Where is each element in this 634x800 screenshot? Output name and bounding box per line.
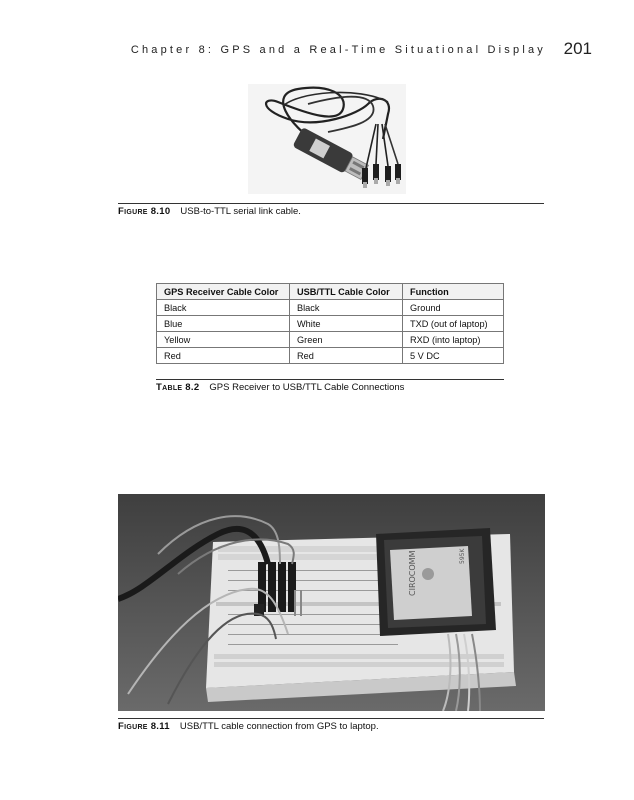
table-row — [157, 300, 504, 316]
page-number: 201 — [563, 39, 592, 58]
table-cell: 5 V DC — [403, 348, 504, 364]
table-cell: Red — [290, 348, 403, 364]
table-cell: Black — [157, 300, 290, 316]
table-row — [157, 316, 504, 332]
table-cell: White — [290, 316, 403, 332]
figure-8-11-caption — [118, 721, 379, 732]
column-header: USB/TTL Cable Color — [290, 284, 403, 300]
figure-caption-text: USB/TTL cable connection from GPS to laptop. — [179, 721, 379, 732]
table-rule — [156, 379, 504, 380]
figure-8-10-caption — [118, 206, 301, 217]
gps-module-brand: CIROCOMM — [408, 550, 417, 596]
breadboard-gps-photo — [118, 494, 545, 711]
table-cell: Red — [157, 348, 290, 364]
breadboard-illustration — [118, 494, 545, 711]
usb-cable-illustration — [248, 84, 406, 194]
figure-rule — [118, 718, 544, 719]
table-caption-text: GPS Receiver to USB/TTL Cable Connections — [209, 382, 405, 393]
table-cell: Yellow — [157, 332, 290, 348]
table-cell: Ground — [403, 300, 504, 316]
table-cell: TXD (out of laptop) — [403, 316, 504, 332]
figure-rule — [118, 203, 544, 204]
table-header-row — [157, 284, 504, 300]
chapter-title: Chapter 8: GPS and a Real-Time Situational Display — [130, 44, 546, 56]
table-row — [157, 332, 504, 348]
figure-caption-text: USB-to-TTL serial link cable. — [180, 206, 301, 217]
table-8-2-caption — [156, 382, 404, 393]
usb-ttl-cable-photo — [248, 84, 406, 194]
table-cell: Blue — [157, 316, 290, 332]
table-row — [157, 348, 504, 364]
table-cell: Black — [290, 300, 403, 316]
cable-connections-table — [156, 283, 504, 364]
column-header: GPS Receiver Cable Color — [157, 284, 290, 300]
running-header — [0, 38, 634, 64]
column-header: Function — [403, 284, 504, 300]
table-label: Table 8.2 — [156, 382, 200, 393]
table-cell: RXD (into laptop) — [403, 332, 504, 348]
gps-module-code: 595K — [459, 548, 466, 564]
figure-label: Figure 8.10 — [118, 206, 171, 217]
table-cell: Green — [290, 332, 403, 348]
figure-label: Figure 8.11 — [118, 721, 170, 732]
